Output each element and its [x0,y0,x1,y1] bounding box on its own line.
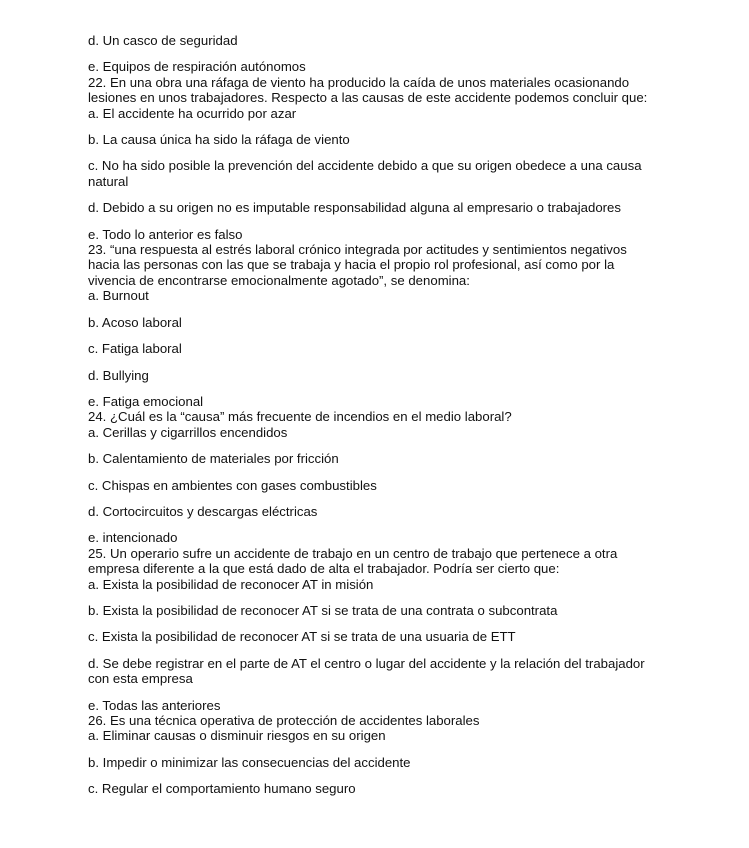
q23-option-d: d. Bullying [88,367,149,383]
q23-option-b: b. Acoso laboral [88,314,182,330]
q26-option-b: b. Impedir o minimizar las consecuencias del accidente [88,754,411,770]
q26-option-c: c. Regular el comportamiento humano seguro [88,781,356,797]
q24-option-a: a. Cerillas y cigarrillos encendidos [88,424,288,440]
q21-option-d: d. Un casco de seguridad [88,33,238,48]
q24-option-d: d. Cortocircuitos y descargas eléctricas [88,503,318,519]
q23-option-a: a. Burnout [88,288,149,304]
q25-option-b: b. Exista la posibilidad de reconocer AT si se trata de una contrata o subcontrata [88,602,558,618]
q25-option-a: a. Exista la posibilidad de reconocer AT in misión [88,576,374,592]
q21-option-e: e. Equipos de respiración autónomos [88,59,306,75]
q22-stem: 22. En una obra una ráfaga de viento ha producido la caída de unos materiales ocasionando lesiones en unos trabajadores. Respecto a las causas de este accidente podemos concluir que: [88,74,648,106]
q22-option-d: d. Debido a su origen no es imputable responsabilidad alguna al empresario o trabajadores [88,200,621,216]
q22-option-a: a. El accidente ha ocurrido por azar [88,105,297,121]
q23-option-c: c. Fatiga laboral [88,341,182,357]
q24-option-e: e. intencionado [88,530,178,546]
q26-option-a: a. Eliminar causas o disminuir riesgos en su origen [88,728,386,744]
q24-option-c: c. Chispas en ambientes con gases combustibles [88,477,377,493]
q24-stem: 24. ¿Cuál es la “causa” más frecuente de incendios en el medio laboral? [88,409,512,425]
q25-option-e: e. Todas las anteriores [88,697,221,713]
q23-stem: 23. “una respuesta al estrés laboral crónico integrada por actitudes y sentimientos negativos hacia las personas con las que se trabaja y hacia el propio rol profesional, así como por la vivencia de encontrarse emocionalmente agotado”, se denomina: [88,242,627,288]
q22-option-e: e. Todo lo anterior es falso [88,226,243,242]
q23-option-e: e. Fatiga emocional [88,393,204,409]
document-page [88,33,648,797]
q22-option-b: b. La causa única ha sido la ráfaga de viento [88,132,350,148]
q25-option-c: c. Exista la posibilidad de reconocer AT si se trata de una usuaria de ETT [88,629,516,645]
q22-option-c: c. No ha sido posible la prevención del accidente debido a que su origen obedece a una causa natural [88,158,642,189]
q24-option-b: b. Calentamiento de materiales por fricción [88,451,339,467]
q26-stem: 26. Es una técnica operativa de protección de accidentes laborales [88,713,480,728]
q25-stem: 25. Un operario sufre un accidente de trabajo en un centro de trabajo que pertenece a otra empresa diferente a la que está dado de alta el trabajador. Podría ser cierto que: [88,545,618,577]
q25-option-d: d. Se debe registrar en el parte de AT el centro o lugar del accidente y la relación del trabajador con esta empresa [88,655,645,687]
